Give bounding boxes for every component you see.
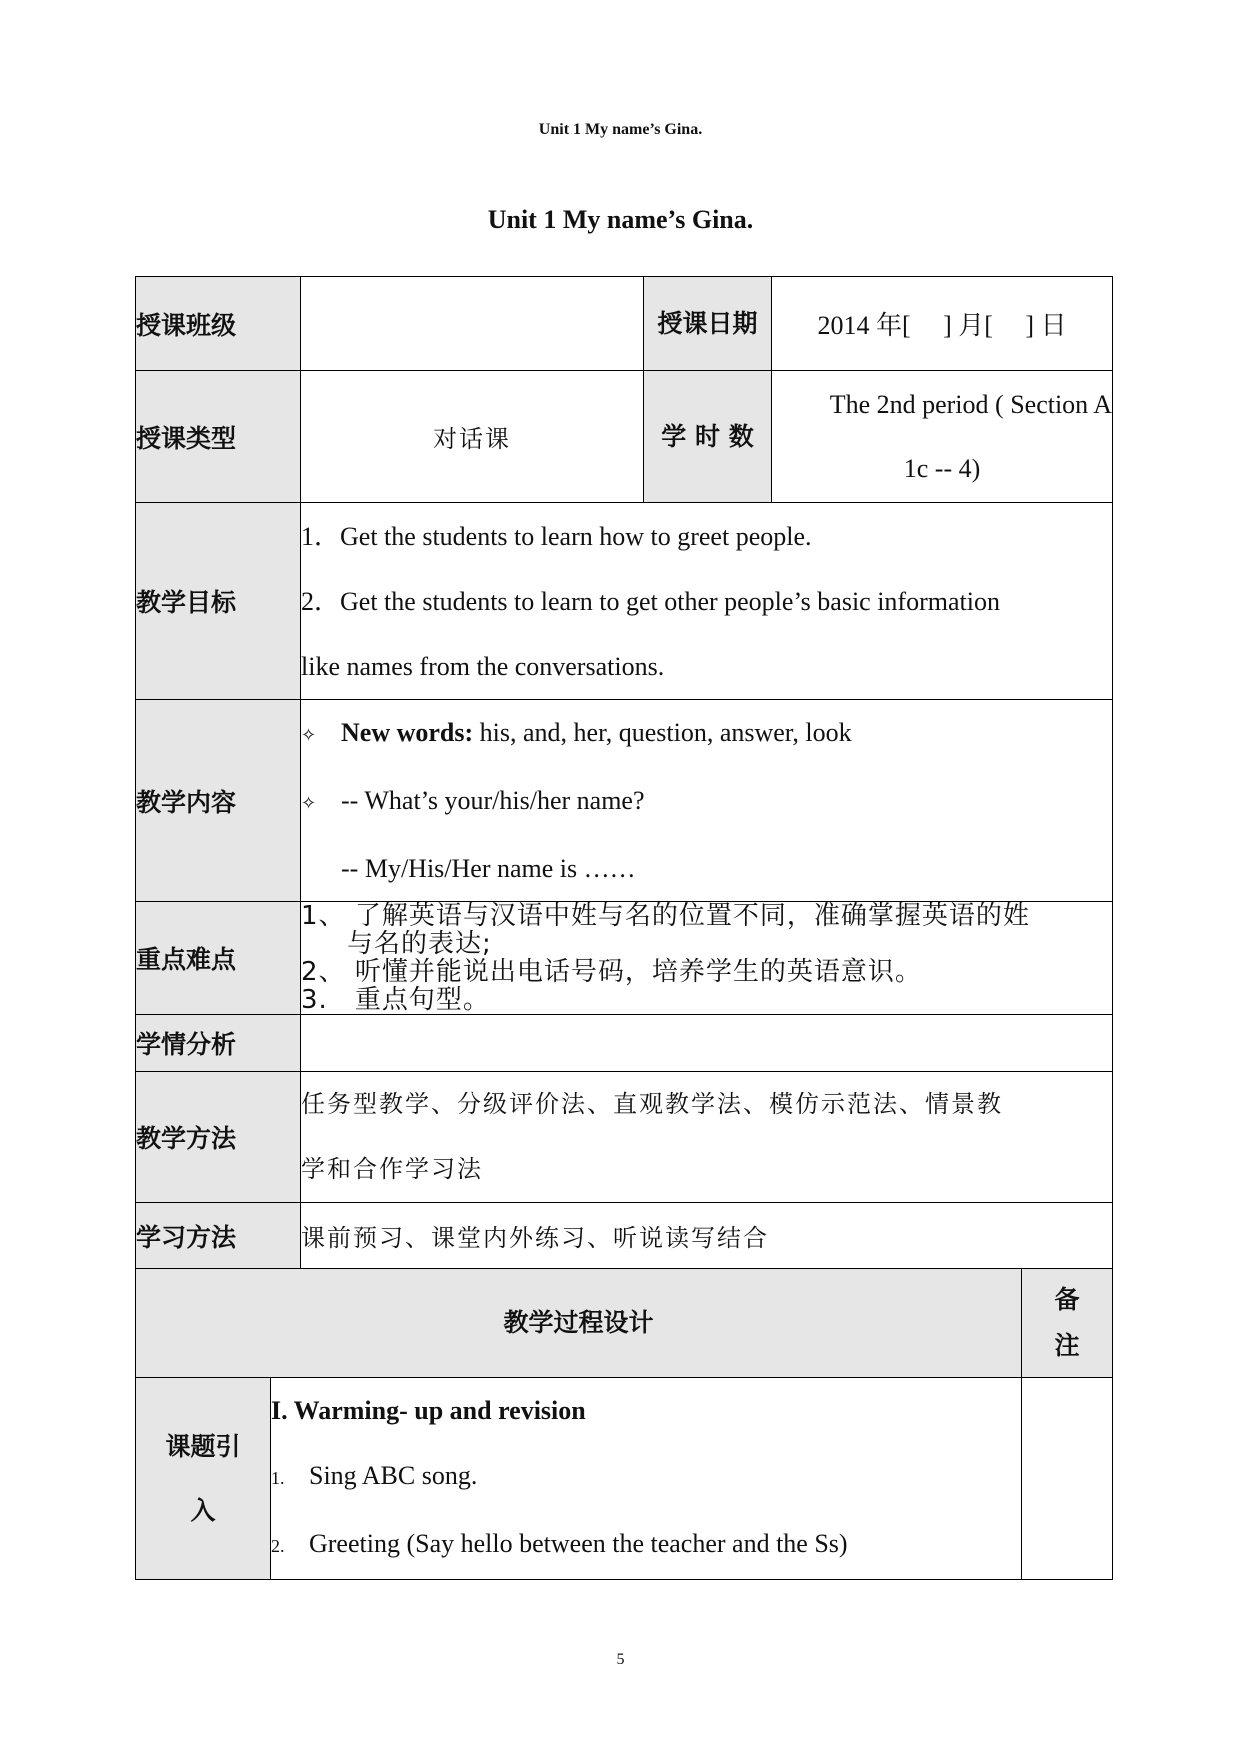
warmup-item-text: Greeting (Say hello between the teacher and the Ss) — [309, 1529, 848, 1558]
class-value — [301, 277, 644, 371]
hours-label: 学 时 数 — [644, 371, 772, 503]
row-process-header — [136, 1269, 1113, 1378]
teaching-method-value — [301, 1072, 1113, 1203]
introduction-label — [136, 1378, 271, 1580]
objective-item: 1．Get the students to learn how to greet people. — [301, 521, 812, 551]
new-words-list: his, and, her, question, answer, look — [473, 718, 852, 747]
page-number: 5 — [616, 1651, 625, 1668]
dialog-answer: -- My/His/Her name is …… — [341, 854, 636, 883]
new-words-line — [301, 700, 1112, 768]
warmup-item-number: 2. — [271, 1536, 285, 1556]
learning-method-label: 学习方法 — [136, 1203, 301, 1269]
warmup-item — [271, 1511, 1021, 1579]
remark-label — [1022, 1269, 1113, 1378]
remark-label-line: 注 — [1054, 1331, 1080, 1360]
dialog-question: -- What’s your/his/her name? — [341, 786, 645, 815]
objective-item: like names from the conversations. — [301, 651, 665, 681]
process-design-label: 教学过程设计 — [136, 1269, 1022, 1378]
type-label: 授课类型 — [136, 371, 301, 503]
class-label: 授课班级 — [136, 277, 301, 371]
hours-value-line1: The 2nd period ( Section A — [829, 389, 1113, 419]
introduction-label-line: 入 — [190, 1495, 216, 1525]
remark-label-line: 备 — [1054, 1285, 1080, 1314]
row-objectives — [136, 503, 1113, 700]
row-analysis — [136, 1015, 1113, 1072]
learning-method-value: 课前预习、课堂内外练习、听说读写结合 — [301, 1203, 1113, 1269]
lesson-plan-table — [135, 276, 1113, 1580]
warmup-item-text: Sing ABC song. — [309, 1461, 478, 1490]
warmup-title: I. Warming- up and revision — [271, 1396, 586, 1425]
document-title: Unit 1 My name’s Gina. — [487, 205, 754, 234]
teaching-method-label: 教学方法 — [136, 1072, 301, 1203]
content-label: 教学内容 — [136, 700, 301, 902]
page-header: Unit 1 My name’s Gina. — [538, 121, 703, 138]
key-points-value — [301, 902, 1113, 1015]
date-label — [644, 277, 772, 371]
date-value: 2014 年[ ] 月[ ] 日 — [772, 277, 1113, 371]
dialog-question-line — [301, 768, 1112, 836]
analysis-value — [301, 1015, 1113, 1072]
key-point-item: 2、 听懂并能说出电话号码，培养学生的英语意识。 — [301, 957, 922, 987]
type-value: 对话课 — [301, 371, 644, 503]
row-teaching-method — [136, 1072, 1113, 1203]
new-words-label: New words: — [341, 718, 474, 747]
hours-value — [772, 371, 1113, 503]
objective-item: 2．Get the students to learn to get other people’s basic information — [301, 586, 1000, 616]
content-value — [301, 700, 1113, 902]
teaching-method-line: 学和合作学习法 — [301, 1155, 484, 1183]
introduction-remark — [1022, 1378, 1113, 1580]
key-point-item: 1、 了解英语与汉语中姓与名的位置不同，准确掌握英语的姓 — [301, 901, 1030, 931]
row-key-points — [136, 902, 1113, 1015]
warmup-item-number: 1. — [271, 1468, 285, 1488]
row-introduction — [136, 1378, 1113, 1580]
warmup-item — [271, 1443, 1021, 1511]
key-point-item: 3. 重点句型。 — [301, 985, 490, 1015]
introduction-value — [271, 1378, 1022, 1580]
analysis-label: 学情分析 — [136, 1015, 301, 1072]
objectives-value — [301, 503, 1113, 700]
hours-value-line2: 1c -- 4) — [903, 453, 981, 483]
objectives-label: 教学目标 — [136, 503, 301, 700]
date-label-text: 授课日期 — [657, 308, 758, 338]
row-type — [136, 371, 1113, 503]
key-point-item: 与名的表达; — [347, 929, 492, 959]
diamond-bullet-icon: ✧ — [301, 793, 317, 814]
diamond-bullet-icon: ✧ — [301, 725, 317, 746]
teaching-method-line: 任务型教学、分级评价法、直观教学法、模仿示范法、情景教 — [301, 1090, 1004, 1118]
row-class — [136, 277, 1113, 371]
row-content — [136, 700, 1113, 902]
row-learning-method — [136, 1203, 1113, 1269]
key-points-label: 重点难点 — [136, 902, 301, 1015]
introduction-label-line: 课题引 — [165, 1431, 241, 1461]
